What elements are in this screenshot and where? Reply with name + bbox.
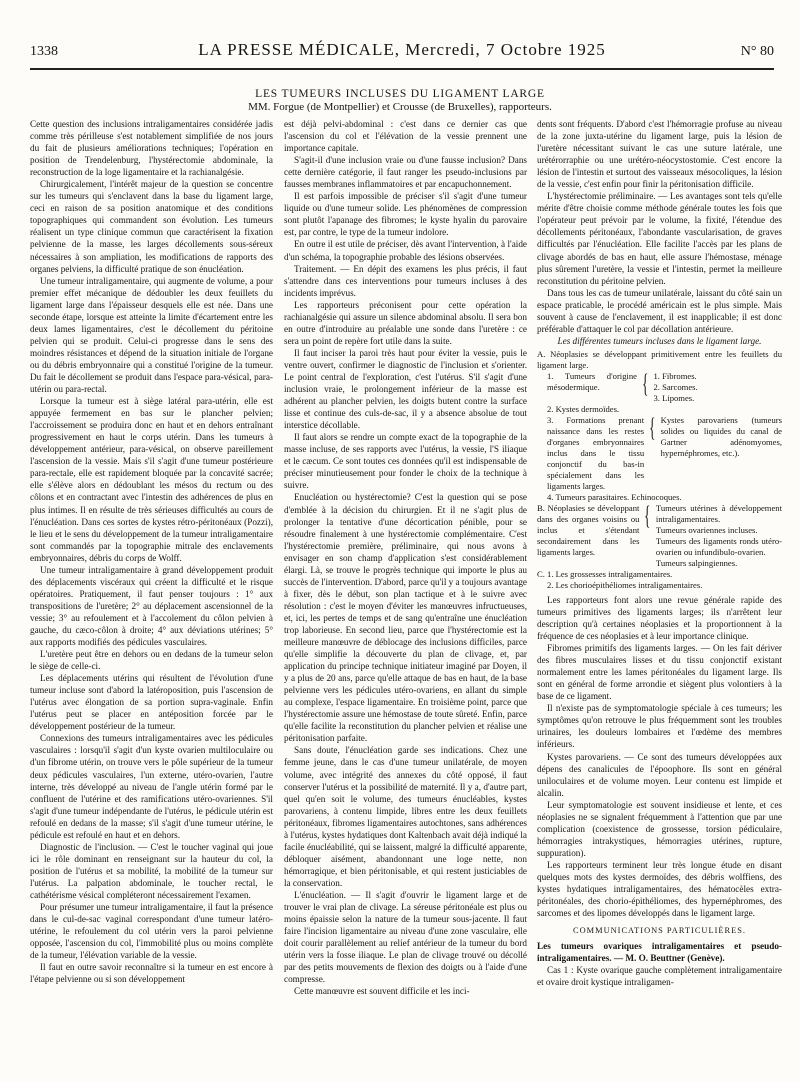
class-a1-item: 2. Sarcomes.: [653, 381, 698, 392]
paragraph: est déjà pelvi-abdominal : c'est dans ce dernier cas que l'ascension du col et l'élévation de la vessie prennent une importance capitale.: [284, 119, 527, 154]
class-a3-label: 3. Formations prenant naissance dans les restes d'organes embryonnaires inclus dans le tissu conjonctif du bas-in spécialement dans les ligaments larges.: [547, 414, 645, 491]
paragraph: Cette question des inclusions intraligamentaires considérée jadis comme très périlleuse s'est notablement simplifiée de nos jours du fait de plusieurs améliorations techniques; l'opération en position de Trendelenburg, l'hystérectomie abdominale, la reconstruction de la loge ligamentaire et la rachianalgésie.: [30, 119, 273, 178]
paragraph: Les rapporteurs préconisent pour cette opération la rachianalgésie qui assure un silence abdominal absolu. Il sera bon en outre d'introduire au préalable une sonde dans l'uretère : ce sera un point de repère fort utile dans la suite.: [284, 299, 527, 346]
paragraph: Dans tous les cas de tumeur unilatérale, laissant du côté sain un espace praticable, le procédé américain est le plus simple. Mais souvent à cause de l'enclavement, il est inapplicable; il est donc préférable d'attaquer le col par décollation antérieure.: [537, 287, 782, 334]
paragraph: Chirurgicalement, l'intérêt majeur de la question se concentre sur les tumeurs qui s'enclavent dans la base du ligament large, ceci en raison de sa position anatomique et des conditions topographiques qui commandent son évolution. Les tumeurs réalisent un type clinique commun que caractérisent la fixation pelvienne de la masse, les larges décollements sous-séreux nécessaires à son ampliation, les modifications de rapports des organes pelviens, la difficulté pratique de son énucléation.: [30, 179, 273, 274]
column-1: [30, 118, 273, 985]
paragraph: Sans doute, l'énucléation garde ses indications. Chez une femme jeune, dans le cas d'une tumeur unilatérale, de moyen volume, avec intégrité des annexes du côté opposé, il faut conserver l'utérus et la possibilité de maternité. Il y a, d'autre part, quel qu'en soit le volume, des tumeurs énucléables, kystes parovariens, à contenu limpide, libres entre les deux feuillets péritonéaux, fibromes ligamentaires autochtones, sans adhérences à l'utérus, kystes hydatiques dont Kaltenbach avait déjà indiqué la facile énucléabilité, qui se laissent, malgré la difficulté apparente, débloquer aisément, abandonnant une loge nette, non hémorragique, et bien péritonisable, et qui restent justiciables de la conservation.: [284, 745, 527, 888]
class-b-items: [656, 503, 782, 569]
class-c1: C. 1. Les grossesses intraligamentaires.: [537, 568, 673, 579]
class-a3: [537, 412, 782, 492]
paragraph: L'énucléation. — Il s'agit d'ouvrir le ligament large et de trouver le vrai plan de clivage. La séreuse péritonéale est plus ou moins épaissie selon la nature de la tumeur sous-jacente. Il faut faire l'incision ligamentaire au niveau d'une zone vasculaire, elle doit courir parallèlement au relief antérieur de la tumeur du bord utérin vers la fosse iliaque. Le plan de clivage trouvé ou décollé par des petits mouvements de flexion des doigts ou à l'aide d'une compresse.: [284, 890, 527, 985]
column-3: [537, 118, 782, 988]
paragraph: Cette manœuvre est souvent difficile et les inci-: [294, 986, 470, 997]
class-b-item: Tumeurs des ligaments ronds utéro-ovarien ou infundibulo-ovarien.: [655, 535, 782, 557]
class-a1-label: 1. Tumeurs d'origine mésodermique.: [547, 370, 637, 392]
class-a2: 2. Kystes dermoïdes.: [547, 403, 620, 414]
paragraph: Une tumeur intraligamentaire, qui augmente de volume, a pour premier effet mécanique de dédoubler les deux feuillets du ligament large dans l'épaisseur desquels elle est née. Dans une seconde étape, lorsque est atteinte la limite d'écartement entre les deux lames ligamentaires, c'est le décollement du péritoine pelvien qui se produit. Celui-ci progresse dans le sens des moindres résistances et dépend de la situation initiale de l'organe ou du débris embryonnaire qui a constitué l'origine de la tumeur. Du fait le décollement se produit dans l'espace para-vésical, para-utérin ou para-rectal.: [30, 275, 273, 395]
paragraph: Une tumeur intraligamentaire à grand développement produit des déplacements viscéraux qui créent la difficulté et le risque opératoires. Pratiquement, il faut penser toujours : 1° aux transpositions de l'uretère; 2° au déplacement ascensionnel de la vessie; 3° au refoulement et à l'accolement du côlon pelvien à gauche, du cæco-côlon à droite; 4° aux déviations utérines; 5° aux rapports modifiés des pédicules vasculaires.: [30, 564, 273, 648]
article-authors: MM. Forgue (de Montpellier) et Crousse (de Bruxelles), rapporteurs.: [248, 101, 552, 113]
page-header: [30, 14, 774, 59]
class-c2: 2. Les chorioépithéliomes intraligamentaires.: [547, 579, 703, 590]
paragraph: S'agit-il d'une inclusion vraie ou d'une fausse inclusion? Dans cette dernière catégorie, il faut ranger les pseudo-inclusions par fausses membranes inflammatoires et par encapuchonnement.: [284, 155, 527, 190]
paragraph: En outre il est utile de préciser, dès avant l'intervention, à l'aide d'un schéma, la topographie probable des lésions observées.: [284, 239, 527, 262]
paragraph: Les rapporteurs font alors une revue générale rapide des tumeurs primitives des ligaments larges; ils n'arrêtent leur description qu'à certaines néoplasies et la proportionnent à la fréquence de ces néoplasies et à leur importance clinique.: [537, 594, 782, 642]
section-heading: COMMUNICATIONS PARTICULIÈRES.: [573, 926, 746, 936]
paragraph: Les rapporteurs terminent leur très longue étude en disant quelques mots des kystes dermoïdes, des débris wolffiens, des kystes hydatiques intraligamentaires, des hématocèles extra-péritonéales, des chorio-épithéliomes, des hypernéphromes, des sarcomes et des lipomes développés dans le ligament large.: [537, 859, 782, 919]
class-a1-items: [653, 371, 697, 404]
classification-table: [537, 349, 782, 591]
paragraph: Fibromes primitifs des ligaments larges. — On les fait dériver des fibres musculaires lisses et du tissu conjonctif existant normalement entre les lames péritonéales du ligament large. Ils sont en général de forme arrondie et siègent plus volontiers à la base de ce ligament.: [537, 643, 782, 702]
class-b-label: B. Néoplasies se développant dans des organes voisins ou inclus et s'étendant secondairement dans les ligaments larges.: [537, 502, 640, 557]
paragraph: Il n'existe pas de symptomatologie spéciale à ces tumeurs; les symptômes qu'on retrouve le plus fréquemment sont les troubles urinaires, les douleurs lombaires et l'œdème des membres inférieurs.: [537, 703, 782, 750]
issue-number: N° 80: [740, 44, 774, 59]
class-b-item: Tumeurs ovariennes incluses.: [655, 524, 758, 535]
paragraph: Il faut inciser la paroi très haut pour éviter la vessie, puis le ventre ouvert, confirmer le diagnostic de l'inclusion et s'orienter. Le point central de l'exploration, c'est l'utérus. S'il s'agit d'une inclusion vraie, le prolongement inférieur de la masse est adhérent au plancher pelvien, les doigts butent contre la surface lisse et continue des culs-de-sac, il y a absence absolue de tout interstice décollable.: [284, 347, 527, 431]
brace-glyph: {: [644, 500, 651, 530]
paragraph: Connexions des tumeurs intraligamentaires avec les pédicules vasculaires : lorsqu'il s'agit d'un kyste ovarien multiloculaire ou d'un fibrome utérin, on trouve vers le pôle supérieur de la tumeur deux pédicules vasculaires, l'un externe, utéro-ovarien, l'autre interne, très développé au niveau de l'angle utérin formé par le confluent de l'utérine et des ramifications utéro-ovariennes. S'il s'agit d'une tumeur indépendante de l'utérus, le pédicule utérin est refoulé en dedans de la masse; s'il s'agit d'une tumeur utérine, le pédicule est refoulé en haut et en dehors.: [30, 733, 273, 840]
paragraph: Il faut alors se rendre un compte exact de la topographie de la masse incluse, de ses rapports avec l'utérus, la vessie, l'S iliaque et le cæcum. Ce sont toutes ces données qu'il est indispensable de préciser minutieusement pour fonder le choix de la technique à suivre.: [284, 432, 527, 491]
column-2: [284, 118, 527, 997]
class-a3-detail: Kystes parovariens (tumeurs solides ou liquides du canal de Gartner adénomyomes, hypernéphromes, etc.).: [660, 414, 782, 458]
brace-glyph: {: [649, 412, 656, 442]
paragraph: L'hystérectomie préliminaire. — Les avantages sont tels qu'elle mérite d'être choisie comme méthode générale toutes les fois que l'opérateur peut prévoir par le volume, la fixité, l'étendue des décollements péritonéaux, l'abondante vascularisation, de graves difficultés par l'énucléation. Elle facilite l'accès par les plans de clivage abordés de bas en haut, elle assure l'hémostase, ménage plus sûrement l'uretère, la vessie et l'intestin, permet la meilleure reconstitution du péritoine pelvien.: [537, 191, 782, 286]
article-title: LES TUMEURS INCLUSES DU LIGAMENT LARGE: [255, 88, 545, 100]
table-title: [537, 335, 782, 347]
paragraph: Kystes parovariens. — Ce sont des tumeurs développées aux dépens des canalicules de l'époophore. Ils sont en général uniloculaires et de volume moyen. Leur contenu est limpide et alcalin.: [537, 751, 782, 798]
paragraph: Enucléation ou hystérectomie? C'est la question qui se pose d'emblée à la décision du chirurgien. Et il ne s'agit plus de prolonger la tentative d'une décortication pénible, pour se résoudre finalement à une hystérectomie complémentaire. C'est l'hystérectomie première, préliminaire, qui nous avons à envisager en son champ d'application s'est considérablement élargi. Là, se trouve le progrès technique qui importe le plus au succès de l'intervention. D'abord, parce qu'il y a toujours avantage à fixer, dès le début, son plan tactique et à le suivre avec résolution : c'est le moyen d'éviter les manœuvres infructueuses, et, ici, les pertes de temps et de sang qu'entraîne une énucléation trop laborieuse. En second lieu, parce que l'hystérectomie est la meilleure manœuvre de déblocage des inclusions difficiles, parce qu'elle simplifie la découverte du plan de clivage, et, par application du principe technique initiateur imaginé par Doyen, il y a plus de 20 ans, parce qu'elle attaque de bas en haut, de la base pelvienne vers les pédicules utéro-ovariens, en allant du simple au complexe, l'espace ligamentaire. En troisième point, parce que l'hystérectomie assure une hémostase de toute sûreté. Enfin, parce qu'elle facilite la reconstitution du plancher pelvien et réalise une péritonisation parfaite.: [284, 492, 527, 744]
paragraph: Lorsque la tumeur est à siège latéral para-utérin, elle est appuyée fermement en bas sur le plancher pelvien; l'accroissement se produira donc en haut et en dehors entraînant progressivement en haut le corps utérin. Dans les tumeurs à développement antérieur, para-vésical, on observe pareillement l'ascension de la vessie. Mais s'il s'agit d'une tumeur postérieure para-rectale, elle est rapidement bloquée par la concavité sacrée; elle s'élève alors en dédoublant les mésos du rectum ou des côlons et en contractant avec l'intestin des adhérences de plus en plus intimes. Il en résulte de très sérieuses difficultés au cours de l'énucléation. Dans ces sortes de kystes rétro-péritonéaux (Pozzi), le lieu et le sens du développement de la tumeur intraligamentaire sont commandés par la topographie mitrale des enclavements embryonnaires, débris du corps de Wolff.: [30, 396, 273, 563]
class-a4: 4. Tumeurs parasitaires. Echinocoques.: [547, 491, 682, 502]
communication-title: [537, 940, 782, 964]
paragraph: Pour présumer une tumeur intraligamentaire, il faut la présence dans le cul-de-sac vaginal correspondant d'une tumeur latéro-utérine, le refoulement du col utérin vers la paroi pelvienne opposée, l'ascension du col, l'immobilité plus ou moins complète de la tumeur, l'élévation variable de la vessie.: [30, 902, 273, 961]
paragraph: dents sont fréquents. D'abord c'est l'hémorragie profuse au niveau de la zone juxta-utérine du ligament large, puis la lésion de l'uretère nécessitant suivant le cas une suture latérale, une urétérorraphie ou une urétéro-néocystostomie. C'est encore la lésion de l'intestin et surtout des vaisseaux mésocoliques, la lésion de la vessie, c'est enfin pour finir la péritonisation difficile.: [537, 119, 782, 190]
brace-glyph: {: [642, 368, 649, 398]
journal-title: LA PRESSE MÉDICALE, Mercredi, 7 Octobre 1925: [198, 40, 606, 59]
paragraph: L'uretère peut être en dehors ou en dedans de la tumeur selon le siège de celle-ci.: [30, 649, 273, 672]
paragraph: Leur symptomatologie est souvent insidieuse et lente, et ces néoplasies ne se signalent fréquemment à l'attention que par une complication (coexistence de grossesse, torsion pédiculaire, hémorragies intrakystiques, hémorragies utérines, rupture, suppuration).: [537, 799, 782, 858]
table-title-text: Les différentes tumeurs incluses dans le ligament large.: [557, 335, 762, 346]
paragraph: Diagnostic de l'inclusion. — C'est le toucher vaginal qui joue ici le rôle dominant en renseignant sur la hauteur du col, la position de l'utérus et sa mobilité, la mobilité de la tumeur sur l'utérus. La palpation abdominale, le toucher rectal, le cathétérisme vésical compléteront nécessairement l'examen.: [30, 841, 273, 900]
communication-title-text: Les tumeurs ovariques intraligamentaires et pseudo-intraligamentaires. — M. O. Beuttner (Genève).: [537, 941, 782, 964]
paragraph: Traitement. — En dépit des examens les plus précis, il faut s'attendre dans ces interventions pour tumeurs incluses à des incidents imprévus.: [284, 263, 527, 298]
class-b-item: Tumeurs salpingiennes.: [655, 557, 738, 568]
case-paragraph: Cas 1 : Kyste ovarique gauche complètement intraligamentaire et ovaire droit kystique intraligamen-: [537, 965, 782, 988]
class-a1: [537, 368, 782, 404]
page-number: 1338: [30, 44, 58, 59]
paragraph: Il faut en outre savoir reconnaître si la tumeur en est encore à l'étape pelvienne ou si son développement: [30, 962, 273, 985]
paragraph: Il est parfois impossible de préciser s'il s'agit d'une tumeur liquide ou d'une tumeur solide. Les phénomènes de compression sont plutôt l'apanage des fibromes; le kyste hyalin du parovaire est, par contre, le type de la tumeur indolore.: [284, 191, 527, 238]
paragraph: Les déplacements utérins qui résultent de l'évolution d'une tumeur incluse sont d'abord la latéroposition, puis l'ascension de l'utérus avec élongation de sa portion supra-vaginale. Enfin l'utérus peut se placer en antéposition forcée par le développement postérieur de la tumeur.: [30, 673, 273, 732]
class-b-item: Tumeurs utérines à développement intraligamentaires.: [655, 502, 782, 524]
class-a1-item: 3. Lipomes.: [653, 392, 695, 403]
class-b: [537, 500, 782, 569]
class-a1-item: 1. Fibromes.: [653, 370, 697, 381]
class-a: A. Néoplasies se développant primitivement entre les feuillets du ligament large.: [537, 348, 782, 370]
header-rule: [30, 68, 774, 70]
